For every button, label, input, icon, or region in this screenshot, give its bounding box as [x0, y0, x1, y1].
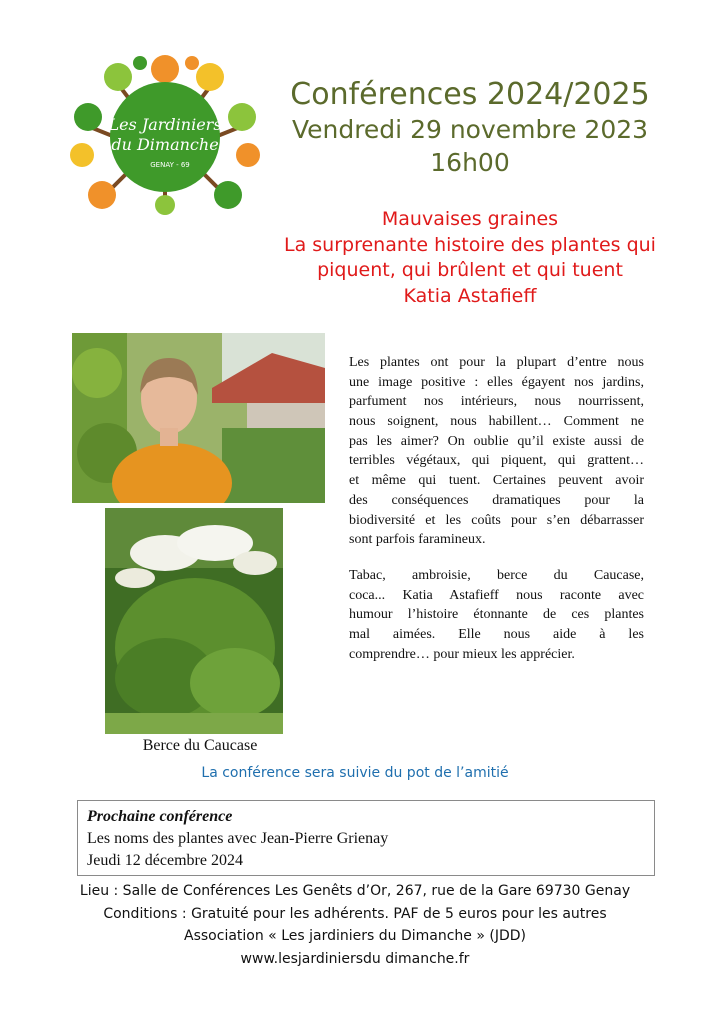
text-line: mal aimées. Elle nous aide à les: [349, 627, 644, 643]
text-line: comprendre… pour mieux les apprécier.: [349, 646, 575, 662]
description-paragraph-1: [349, 353, 644, 550]
text-line: des conséquences dramatiques pour la: [349, 492, 644, 508]
text-line: humour l’histoire étonnante de ces plantes: [349, 607, 644, 623]
next-conference-title: Prochaine conférence: [87, 808, 233, 825]
logo-place: GENAY - 69: [150, 161, 190, 169]
conditions-line: Conditions : Gratuité pour les adhérents. PAF de 5 euros pour les autres: [103, 906, 607, 922]
jardiniers-logo: [70, 55, 260, 215]
description-paragraph-2: [349, 566, 644, 664]
next-conference-subject: Les noms des plantes avec Jean-Pierre Grienay: [87, 830, 389, 847]
text-line: Tabac, ambroisie, berce du Caucase,: [349, 568, 644, 583]
talk-title: Mauvaises graines: [381, 208, 559, 230]
text-line: pas les aimer? On oublie qu’il existe aussi de: [349, 433, 644, 449]
text-line: sont parfois faramineux.: [349, 532, 486, 548]
text-line: nous soignent, nous habillent… Comment ne: [349, 414, 644, 430]
association-line: Association « Les jardiniers du Dimanche » (JDD): [184, 928, 526, 944]
talk-speaker: Katia Astafieff: [403, 285, 537, 307]
website-link[interactable]: www.lesjardiniersdu dimanche.fr: [240, 951, 470, 967]
logo-line2: du Dimanche: [111, 135, 219, 154]
hogweed-photo: [105, 508, 283, 734]
text-line: Les plantes ont pour la plupart d’entre nous: [349, 355, 644, 370]
text-line: une image positive : elles égayent nos jardins,: [349, 374, 644, 390]
venue-line: Lieu : Salle de Conférences Les Genêts d’Or, 267, rue de la Gare 69730 Genay: [79, 883, 631, 899]
logo-line1: Les Jardiniers: [108, 115, 222, 134]
text-line: parfument nos intérieurs, nous nourrissent,: [349, 394, 644, 410]
text-line: terribles végétaux, qui piquent, qui grattent…: [349, 453, 644, 469]
text-line: coca... Katia Astafieff nous raconte avec: [349, 587, 644, 603]
next-conference-box: [77, 800, 655, 876]
talk-subtitle-1: La surprenante histoire des plantes qui: [284, 234, 656, 256]
event-title: Conférences 2024/2025: [290, 77, 650, 112]
next-conference-date: Jeudi 12 décembre 2024: [87, 852, 243, 869]
text-line: et même qui tuent. Certaines peuvent avoir: [349, 473, 644, 489]
event-time: 16h00: [430, 148, 510, 177]
event-date: Vendredi 29 novembre 2023: [291, 115, 649, 144]
portrait-photo: [72, 333, 325, 503]
talk-subtitle-2: piquent, qui brûlent et qui tuent: [317, 259, 623, 281]
text-line: biodiversité et les coûts pour s’en débarrasser: [349, 512, 644, 528]
pot-notice: La conférence sera suivie du pot de l’amitié: [201, 765, 509, 781]
photo-caption: Berce du Caucase: [142, 737, 258, 754]
